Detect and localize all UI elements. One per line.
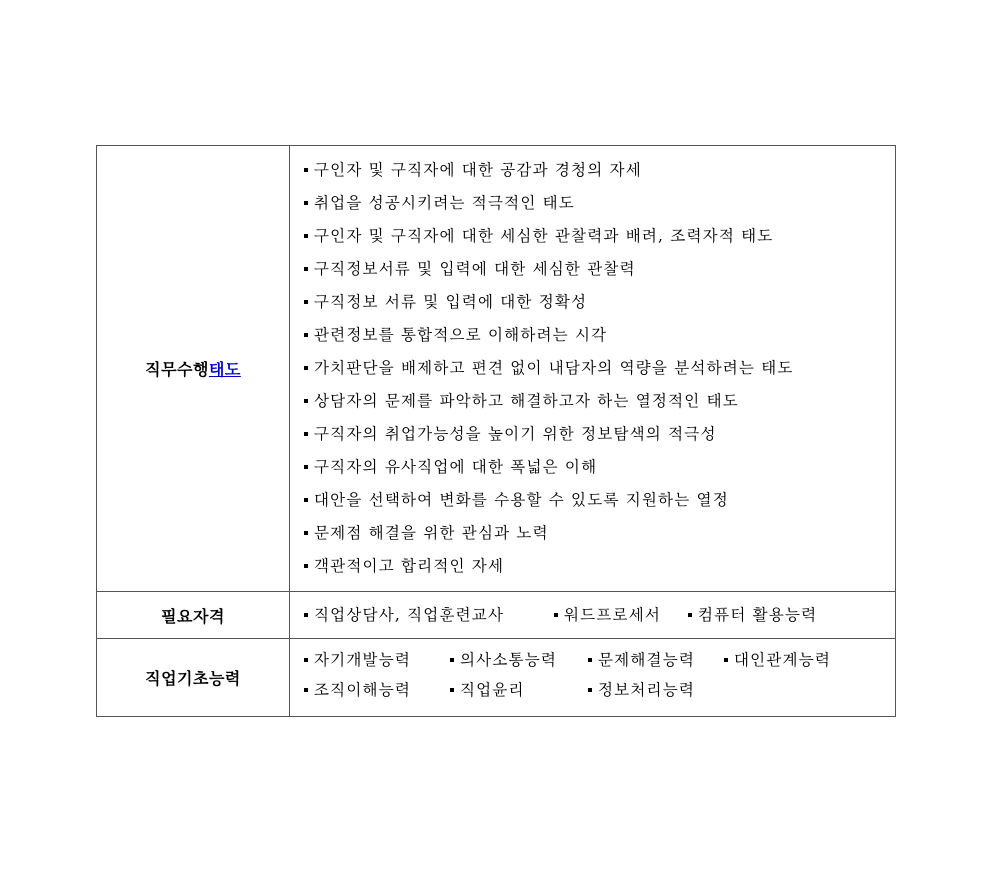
bullet-square-icon bbox=[724, 658, 728, 662]
bullet-square-icon bbox=[304, 564, 308, 568]
list-item: 구인자 및 구직자에 대한 공감과 경청의 자세 bbox=[304, 154, 895, 187]
list-item: 가치판단을 배제하고 편견 없이 내담자의 역량을 분석하려는 태도 bbox=[304, 352, 895, 385]
attitude-list bbox=[304, 146, 895, 591]
list-item: 구직정보 서류 및 입력에 대한 정확성 bbox=[304, 286, 895, 319]
basic-ability-grid bbox=[304, 639, 895, 705]
list-item: 자기개발능력 bbox=[304, 645, 450, 675]
basic-ability-row-2 bbox=[304, 675, 895, 705]
list-item: 컴퓨터 활용능력 bbox=[688, 600, 817, 630]
list-item: 조직이해능력 bbox=[304, 675, 450, 705]
bullet-square-icon bbox=[304, 658, 308, 662]
bullet-square-icon bbox=[304, 366, 308, 370]
attitude-content-cell bbox=[290, 146, 896, 592]
list-item: 관련정보를 통합적으로 이해하려는 시각 bbox=[304, 319, 895, 352]
bullet-square-icon bbox=[304, 531, 308, 535]
attitude-label-highlight: 태도 bbox=[208, 360, 241, 379]
bullet-square-icon bbox=[304, 688, 308, 692]
basic-ability-label: 직업기초능력 bbox=[145, 669, 241, 688]
list-item: 직업윤리 bbox=[450, 675, 588, 705]
list-item: 구직자의 유사직업에 대한 폭넓은 이해 bbox=[304, 451, 895, 484]
list-item: 대안을 선택하여 변화를 수용할 수 있도록 지원하는 열정 bbox=[304, 484, 895, 517]
attitude-label-cell bbox=[97, 146, 290, 592]
list-item: 정보처리능력 bbox=[588, 675, 695, 705]
qualification-label: 필요자격 bbox=[161, 606, 225, 626]
list-item: 문제점 해결을 위한 관심과 노력 bbox=[304, 517, 895, 550]
bullet-square-icon bbox=[304, 267, 308, 271]
list-item: 문제해결능력 bbox=[588, 645, 724, 675]
qualification-items bbox=[304, 592, 895, 630]
list-item: 객관적이고 합리적인 자세 bbox=[304, 550, 895, 583]
list-item: 취업을 성공시키려는 적극적인 태도 bbox=[304, 187, 895, 220]
bullet-square-icon bbox=[304, 613, 308, 617]
bullet-square-icon bbox=[304, 399, 308, 403]
list-item: 대인관계능력 bbox=[724, 645, 831, 675]
list-item: 의사소통능력 bbox=[450, 645, 588, 675]
bullet-square-icon bbox=[304, 201, 308, 205]
bullet-square-icon bbox=[304, 432, 308, 436]
list-item: 구직정보서류 및 입력에 대한 세심한 관찰력 bbox=[304, 253, 895, 286]
bullet-square-icon bbox=[450, 688, 454, 692]
list-item: 상담자의 문제를 파악하고 해결하고자 하는 열정적인 태도 bbox=[304, 385, 895, 418]
bullet-square-icon bbox=[588, 658, 592, 662]
bullet-square-icon bbox=[304, 498, 308, 502]
attitude-row bbox=[97, 146, 896, 592]
bullet-square-icon bbox=[450, 658, 454, 662]
basic-ability-row-1 bbox=[304, 645, 895, 675]
qualification-label-cell bbox=[97, 592, 290, 639]
bullet-square-icon bbox=[688, 613, 692, 617]
bullet-square-icon bbox=[304, 168, 308, 172]
basic-ability-row bbox=[97, 639, 896, 717]
attitude-label: 직무수행 bbox=[145, 360, 209, 379]
list-item: 구직자의 취업가능성을 높이기 위한 정보탐색의 적극성 bbox=[304, 418, 895, 451]
bullet-square-icon bbox=[304, 300, 308, 304]
qualification-content-cell bbox=[290, 592, 896, 639]
basic-ability-label-cell bbox=[97, 639, 290, 717]
list-item: 구인자 및 구직자에 대한 세심한 관찰력과 배려, 조력자적 태도 bbox=[304, 220, 895, 253]
bullet-square-icon bbox=[304, 234, 308, 238]
job-competency-table bbox=[96, 145, 896, 717]
list-item: 워드프로세서 bbox=[554, 600, 688, 630]
bullet-square-icon bbox=[554, 613, 558, 617]
list-item: 직업상담사, 직업훈련교사 bbox=[304, 600, 554, 630]
bullet-square-icon bbox=[304, 465, 308, 469]
bullet-square-icon bbox=[304, 333, 308, 337]
qualification-row bbox=[97, 592, 896, 639]
bullet-square-icon bbox=[588, 688, 592, 692]
basic-ability-content-cell bbox=[290, 639, 896, 717]
